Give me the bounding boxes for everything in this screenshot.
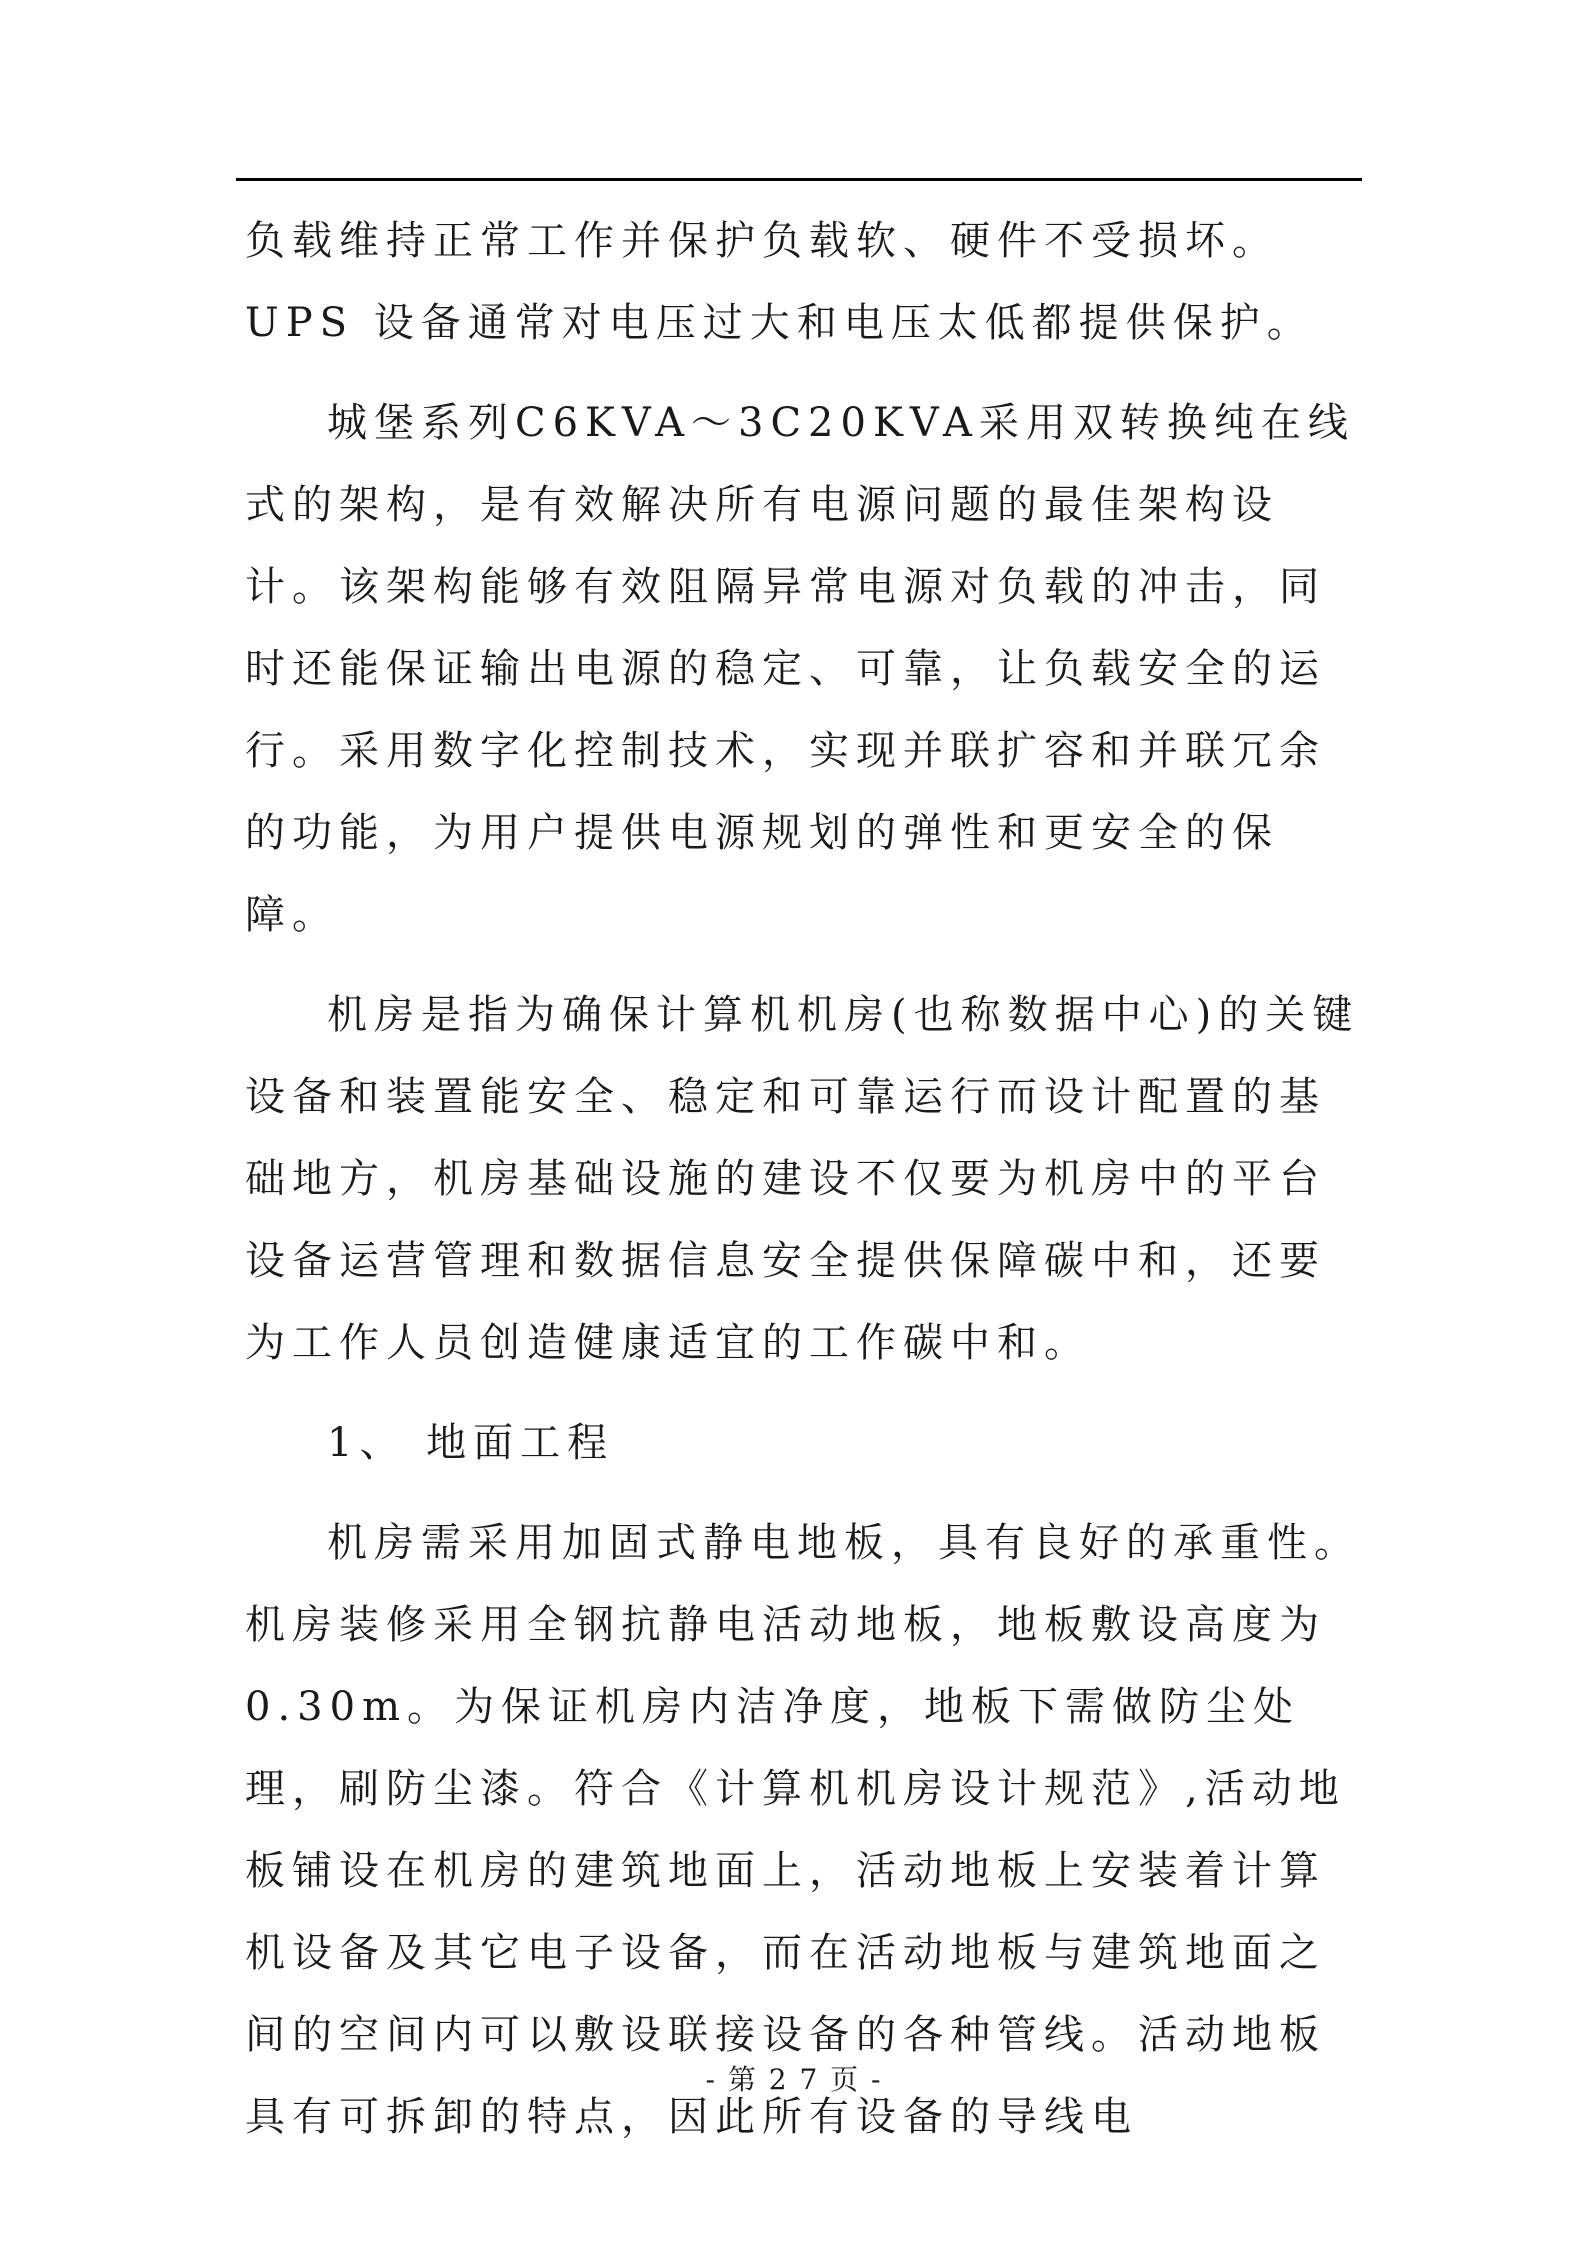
paragraph-castle-series: 城堡系列C6KVA～3C20KVA采用双转换纯在线式的架构，是有效解决所有电源问题的最佳架构设计。该架构能够有效阻隔异常电源对负载的冲击，同时还能保证输出电源的稳定、可靠，让负载安全的运行。采用数字化控制技术，实现并联扩容和并联冗余的功能，为用户提供电源规划的弹性和更安全的保障。 [245,400,1355,938]
page-number: - 第 2 7 页 - [705,2063,883,2096]
paragraph-machine-room: 机房是指为确保计算机机房(也称数据中心)的关键设备和装置能安全、稳定和可靠运行而设计配置的基础地方，机房基础设施的建设不仅要为机房中的平台设备运营管理和数据信息安全提供保障碳中和，还要为工作人员创造健康适宜的工作碳中和。 [245,992,1360,1366]
document-body [245,200,1365,2158]
paragraph-floor-engineering: 机房需采用加固式静电地板，具有良好的承重性。机房装修采用全钢抗静电活动地板，地板敷设高度为0.30m。为保证机房内洁净度，地板下需做防尘处理，刷防尘漆。符合《计算机机房设计规范》,活动地板铺设在机房的建筑地面上，活动地板上安装着计算机设备及其它电子设备，而在活动地板与建筑地面之间的空间内可以敷设联接设备的各种管线。活动地板具有可拆卸的特点，因此所有设备的导线电 [245,1520,1361,2140]
paragraph-ups-protection: 负载维持正常工作并保护负载软、硬件不受损坏。UPS 设备通常对电压过大和电压太低都提供保护。 [245,218,1314,346]
section-heading: 1、 地面工程 [327,1420,615,1466]
header-rule [236,178,1362,181]
